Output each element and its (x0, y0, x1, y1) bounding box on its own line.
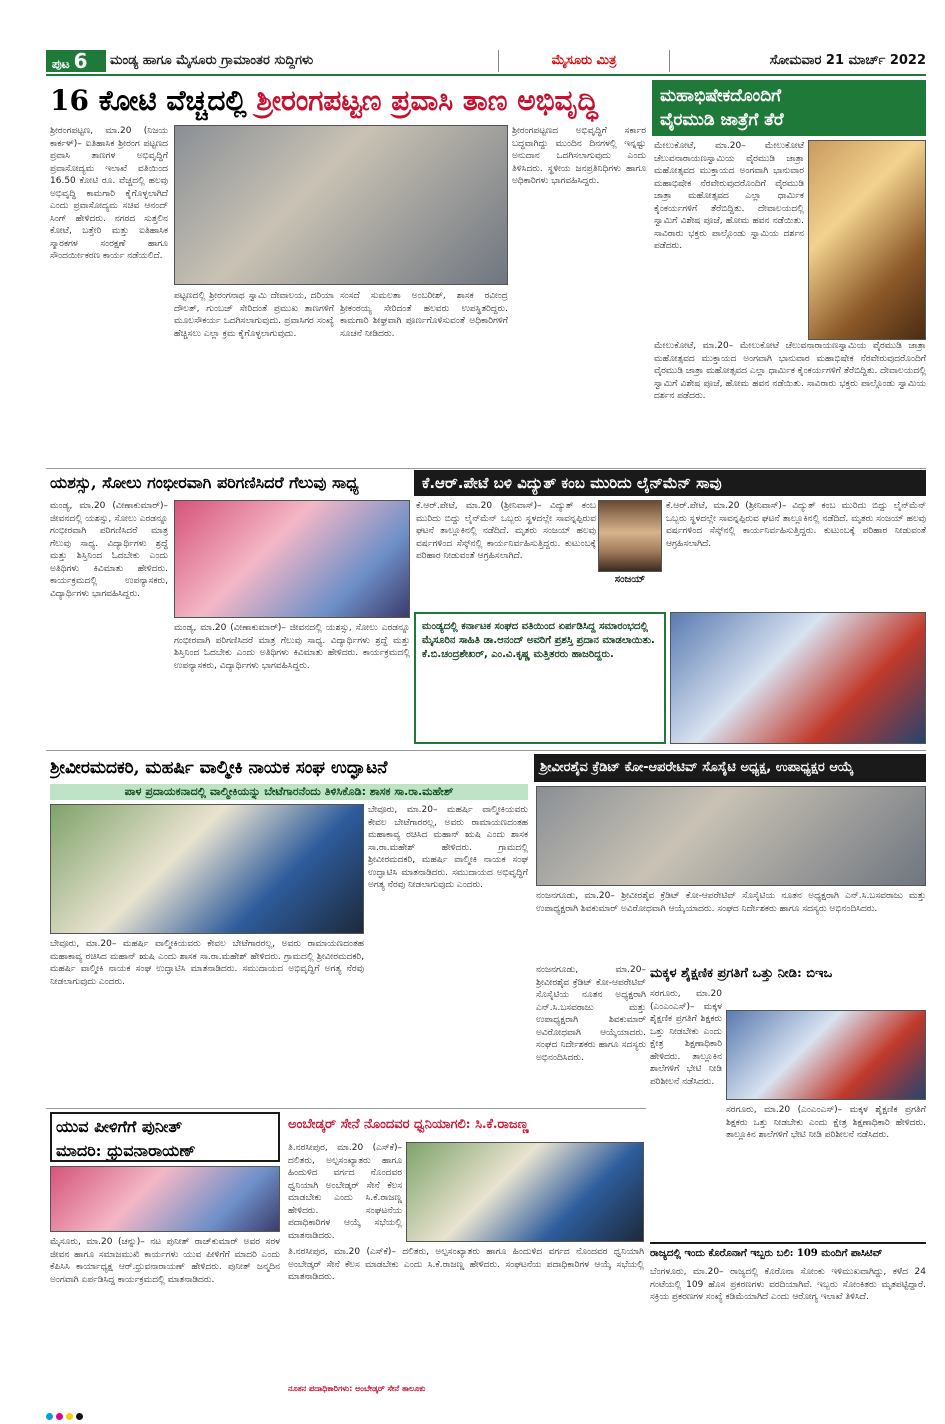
divider (46, 468, 926, 469)
masthead-rule (46, 74, 926, 76)
article-i-headline: ರಾಜ್ಯದಲ್ಲಿ ಇಂದು ಕೊರೊನಾಗೆ ಇಬ್ಬರು ಬಲಿ: 109 ಮಂದಿಗೆ ಪಾಸಿಟಿವ್ (650, 1242, 926, 1262)
portrait-caption: ಸಂಜಯ್ (614, 574, 646, 585)
masthead (46, 50, 926, 72)
article-f-headline: ಮಕ್ಕಳ ಶೈಕ್ಷಣಿಕ ಪ್ರಗತಿಗೆ ಒತ್ತು ನೀಡಿ: ಬಿಇಒ (650, 966, 833, 981)
article-c-body-cont: ಕೆ.ಆರ್.ಪೇಟೆ, ಮಾ.20 (ಶ್ರೀನಿವಾಸ್)– ವಿದ್ಯುತ್ ಕಂಬ ಮುರಿದು ಬಿದ್ದು ಲೈನ್‌ಮೆನ್ ಒಬ್ಬರು ಸ್ಥಳದಲ್ಲೇ ಸಾವನ್ನಪ್ಪಿರುವ ಘಟನೆ ತಾಲ್ಲೂಕಿನಲ್ಲಿ ನಡೆದಿದೆ. ಮೃತರು ಸಂಜಯ್ ಹಲವು ವರ್ಷಗಳಿಂದ ಸೆಸ್ಕ್‌ನಲ್ಲಿ ಕಾರ್ಯನಿರ್ವಹಿಸುತ್ತಿದ್ದರು. ಕುಟುಂಬಕ್ಕೆ ಪರಿಹಾರ ನೀಡುವಂತೆ ಆಗ್ರಹಿಸಲಾಗಿದೆ. (666, 501, 926, 549)
section-title: ಮಂಡ್ಯ ಹಾಗೂ ಮೈಸೂರು ಗ್ರಾಮಾಂತರ ಸುದ್ದಿಗಳು (110, 53, 314, 68)
article-d-headline: ಶ್ರೀವೀರಮದಕರಿ, ಮಹರ್ಷಿ ವಾಲ್ಮೀಕಿ ನಾಯಕ ಸಂಘ ಉದ್ಘಾಟನೆ (50, 758, 388, 778)
article-e-body-cont: ನಂಜನಗೂಡು, ಮಾ.20– ಶ್ರೀವೀರಶೈವ ಕ್ರೆಡಿಟ್ ಕೋ-ಆಪರೇಟಿವ್ ಸೊಸೈಟಿಯ ನೂತನ ಅಧ್ಯಕ್ಷರಾಗಿ ಎನ್.ಸಿ.ಬಸವರಾಜು ಮತ್ತು ಉಪಾಧ್ಯಕ್ಷರಾಗಿ ಶಿವಕುಮಾರ್ ಅವಿರೋಧವಾಗಿ ಆಯ್ಕೆಯಾದರು. ಸಂಘದ ನಿರ್ದೇಶಕರು ಹಾಗೂ ಸದಸ್ಯರು ಅಭಿನಂದಿಸಿದರು. (536, 965, 646, 1063)
article-e-photo (536, 786, 926, 886)
article-g-body: ಮೈಸೂರು, ಮಾ.20 (ಚನ್ನು)– ನಟ ಪುನೀತ್ ರಾಜ್‌ಕುಮಾರ್ ಅವರ ಸರಳ ಜೀವನ ಹಾಗೂ ಸಮಾಜಮುಖಿ ಕಾರ್ಯಗಳು ಯುವ ಪೀಳಿಗೆಗೆ ಮಾದರಿ ಎಂದು ಕೆಪಿಸಿಸಿ ಕಾರ್ಯಾಧ್ಯಕ್ಷ ಆರ್.ಧ್ರುವನಾರಾಯಣ್ ಹೇಳಿದರು. ಪುನೀತ್ ಜನ್ಮದಿನ ಅಂಗವಾಗಿ ಏರ್ಪಡಿಸಿದ್ದ ಕಾರ್ಯಕ್ರಮದಲ್ಲಿ ಮಾತನಾಡಿದರು. (50, 1237, 280, 1285)
article-c-headline: ಕೆ.ಆರ್.ಪೇಟೆ ಬಳಿ ವಿದ್ಯುತ್ ಕಂಬ ಮುರಿದು ಲೈನ್‌ಮೆನ್ ಸಾವು (414, 470, 926, 496)
article-f-body-cont: ಸರಗೂರು, ಮಾ.20 (ಎಂಎಂಎಸ್)– ಮಕ್ಕಳ ಶೈಕ್ಷಣಿಕ ಪ್ರಗತಿಗೆ ಶಿಕ್ಷಕರು ಒತ್ತು ನೀಡಬೇಕು ಎಂದು ಕ್ಷೇತ್ರ ಶಿಕ್ಷಣಾಧಿಕಾರಿ ಹೇಳಿದರು. ತಾಲ್ಲೂಕಿನ ಶಾಲೆಗಳಿಗೆ ಭೇಟಿ ನೀಡಿ ಪರಿಶೀಲನೆ ನಡೆಸಿದರು. (726, 1105, 926, 1140)
right-top-body-cont: ಮೇಲುಕೋಟೆ, ಮಾ.20– ಮೇಲುಕೋಟೆ ಚೆಲುವನಾರಾಯಣಸ್ವಾಮಿಯ ವೈರಮುಡಿ ಜಾತ್ರಾ ಮಹೋತ್ಸವದ ಮುಕ್ತಾಯದ ಅಂಗವಾಗಿ ಭಾನುವಾರ ಮಹಾಭಿಷೇಕ ನೆರವೇರುವುದರೊಂದಿಗೆ ವೈರಮುಡಿ ಜಾತ್ರಾ ಮಹೋತ್ಸವದ ಎಲ್ಲಾ ಧಾರ್ಮಿಕ ಕೈಂಕರ್ಯಗಳಿಗೆ ತೆರೆಬಿದ್ದಿತು. ದೇವಾಲಯದಲ್ಲಿ ಸ್ವಾಮಿಗೆ ವಿಶೇಷ ಪೂಜೆ, ಹೋಮ ಹವನ ನಡೆಯಿತು. ಸಾವಿರಾರು ಭಕ್ತರು ಪಾಲ್ಗೊಂಡು ಸ್ವಾಮಿಯ ದರ್ಶನ ಪಡೆದರು. (654, 341, 926, 401)
article-i-body: ಬೆಂಗಳೂರು, ಮಾ.20– ರಾಜ್ಯದಲ್ಲಿ ಕೊರೊನಾ ಸೋಂಕು ಇಳಿಮುಖವಾಗಿದ್ದು, ಕಳೆದ 24 ಗಂಟೆಯಲ್ಲಿ 109 ಹೊಸ ಪ್ರಕರಣಗಳು ವರದಿಯಾಗಿವೆ. ಇಬ್ಬರು ಸೋಂಕಿತರು ಮೃತಪಟ್ಟಿದ್ದಾರೆ. ಸಕ್ರಿಯ ಪ್ರಕರಣಗಳ ಸಂಖ್ಯೆ ಕಡಿಮೆಯಾಗಿದೆ ಎಂದು ಆರೋಗ್ಯ ಇಲಾಖೆ ತಿಳಿಸಿದೆ. (650, 1267, 926, 1302)
issue-date: ಸೋಮವಾರ 21 ಮಾರ್ಚ್ 2022 (769, 53, 926, 68)
article-e-body: ನಂಜನಗೂಡು, ಮಾ.20– ಶ್ರೀವೀರಶೈವ ಕ್ರೆಡಿಟ್ ಕೋ-ಆಪರೇಟಿವ್ ಸೊಸೈಟಿಯ ನೂತನ ಅಧ್ಯಕ್ಷರಾಗಿ ಎನ್.ಸಿ.ಬಸವರಾಜು ಮತ್ತು ಉಪಾಧ್ಯಕ್ಷರಾಗಿ ಶಿವಕುಮಾರ್ ಅವಿರೋಧವಾಗಿ ಆಯ್ಕೆಯಾದರು. ಸಂಘದ ನಿರ್ದೇಶಕರು ಹಾಗೂ ಸದಸ್ಯರು ಅಭಿನಂದಿಸಿದರು. (536, 891, 926, 914)
article-h-headline: ಅಂಬೇಡ್ಕರ್ ಸೇನೆ ನೊಂದವರ ಧ್ವನಿಯಾಗಲಿ: ಸಿ.ಕೆ.ರಾಜಣ್ಣ (288, 1117, 529, 1132)
lead-body-col4: ಶ್ರೀರಂಗಪಟ್ಟಣದ ಅಭಿವೃದ್ಧಿಗೆ ಸರ್ಕಾರ ಬದ್ಧವಾಗಿದ್ದು ಮುಂದಿನ ದಿನಗಳಲ್ಲಿ ಇನ್ನಷ್ಟು ಅನುದಾನ ಒದಗಿಸಲಾಗುವುದು ಎಂದು ತಿಳಿಸಿದರು. ಸ್ಥಳೀಯ ಜನಪ್ರತಿನಿಧಿಗಳು ಹಾಗೂ ಅಧಿಕಾರಿಗಳು ಭಾಗವಹಿಸಿದ್ದರು. (512, 126, 646, 186)
divider (46, 1108, 646, 1109)
article-h-body-cont: ತಿ.ನರಸೀಪುರ, ಮಾ.20 (ಎಸ್‌ಕೆ)– ದಲಿತರು, ಅಲ್ಪಸಂಖ್ಯಾತರು ಹಾಗೂ ಹಿಂದುಳಿದ ವರ್ಗದ ನೊಂದವರ ಧ್ವನಿಯಾಗಿ ಅಂಬೇಡ್ಕರ್ ಸೇನೆ ಕೆಲಸ ಮಾಡಬೇಕು ಎಂದು ಸಿ.ಕೆ.ರಾಜಣ್ಣ ಹೇಳಿದರು. ಸಂಘಟನೆಯ ಪದಾಧಿಕಾರಿಗಳ ಆಯ್ಕೆ ಸಭೆಯಲ್ಲಿ ಮಾತನಾಡಿದರು. (288, 1247, 644, 1282)
divider (46, 750, 926, 751)
right-top-headline: ಮಹಾಭಿಷೇಕದೊಂದಿಗೆ ವೈರಮುಡಿ ಜಾತ್ರೆಗೆ ತೆರೆ (652, 80, 926, 136)
award-photo (670, 612, 926, 744)
article-d-body-right: ಬೇವೂರು, ಮಾ.20– ಮಹರ್ಷಿ ವಾಲ್ಮೀಕಿಯವರು ಕೇವಲ ಬೇಟೆಗಾರರಲ್ಲ, ಅವರು ರಾಮಾಯಣದಂತಹ ಮಹಾಕಾವ್ಯ ರಚಿಸಿದ ಮಹಾನ್ ಋಷಿ ಎಂದು ಶಾಸಕ ಸಾ.ರಾ.ಮಹೇಶ್ ಹೇಳಿದರು. ಗ್ರಾಮದಲ್ಲಿ ಶ್ರೀವೀರಮದಕರಿ, ಮಹರ್ಷಿ ವಾಲ್ಮೀಕಿ ನಾಯಕ ಸಂಘ ಉದ್ಘಾಟಿಸಿ ಮಾತನಾಡಿದರು. ಸಮುದಾಯದ ಅಭಿವೃದ್ಧಿಗೆ ಅಗತ್ಯ ನೆರವು ನೀಡಲಾಗುವುದು ಎಂದರು. (368, 805, 528, 890)
lead-body-col1: ಶ್ರೀರಂಗಪಟ್ಟಣ, ಮಾ.20 (ನಿಜಯ ಕಾರ್ಕಳ್‌)– ಐತಿಹಾಸಿಕ ಶ್ರೀರಂಗ ಪಟ್ಟಣದ ಪ್ರವಾಸಿ ತಾಣಗಳ ಅಭಿವೃದ್ಧಿಗೆ ಪ್ರವಾಸೋದ್ಯಮ ಇಲಾಖೆ ವತಿಯಿಂದ 16.50 ಕೋಟಿ ರೂ. ವೆಚ್ಚದಲ್ಲಿ ಹಲವು ಅಭಿವೃದ್ಧಿ ಕಾಮಗಾರಿ ಕೈಗೊಳ್ಳಲಾಗಿದೆ ಎಂದು ಪ್ರವಾಸೋದ್ಯಮ ಸಚಿವ ಆನಂದ್ ಸಿಂಗ್ ಹೇಳಿದರು. ನಗರದ ಸುತ್ತಲಿನ ಕೋಟೆ, ಬತ್ತೇರಿ ಮತ್ತು ಐತಿಹಾಸಿಕ ಸ್ಮಾರಕಗಳ ಸಂರಕ್ಷಣೆ ಹಾಗೂ ಸೌಂದರ್ಯೀಕರಣ ಕಾರ್ಯ ನಡೆಯಲಿದೆ. (50, 126, 168, 261)
article-e-headline: ಶ್ರೀವೀರಶೈವ ಕ್ರೆಡಿಟ್ ಕೋ-ಆಪರೇಟಿವ್ ಸೊಸೈಟಿ ಅಧ್ಯಕ್ಷ, ಉಪಾಧ್ಯಕ್ಷರ ಆಯ್ಕೆ (534, 754, 926, 782)
article-b-headline: ಯಶಸ್ಸು, ಸೋಲು ಗಂಭೀರವಾಗಿ ಪರಿಗಣಿಸಿದರೆ ಗೆಲುವು ಸಾಧ್ಯ (50, 473, 359, 492)
article-g-headline: ಯುವ ಪೀಳಿಗೆಗೆ ಪುನೀತ್ ಮಾದರಿ: ಧ್ರುವನಾರಾಯಣ್ (50, 1112, 280, 1162)
lead-photo (174, 125, 508, 285)
article-d-body: ಬೇವೂರು, ಮಾ.20– ಮಹರ್ಷಿ ವಾಲ್ಮೀಕಿಯವರು ಕೇವಲ ಬೇಟೆಗಾರರಲ್ಲ, ಅವರು ರಾಮಾಯಣದಂತಹ ಮಹಾಕಾವ್ಯ ರಚಿಸಿದ ಮಹಾನ್ ಋಷಿ ಎಂದು ಶಾಸಕ ಸಾ.ರಾ.ಮಹೇಶ್ ಹೇಳಿದರು. ಗ್ರಾಮದಲ್ಲಿ ಶ್ರೀವೀರಮದಕರಿ, ಮಹರ್ಷಿ ವಾಲ್ಮೀಕಿ ನಾಯಕ ಸಂಘ ಉದ್ಘಾಟಿಸಿ ಮಾತನಾಡಿದರು. ಸಮುದಾಯದ ಅಭಿವೃದ್ಧಿಗೆ ಅಗತ್ಯ ನೆರವು ನೀಡಲಾಗುವುದು ಎಂದರು. (50, 939, 364, 987)
article-c-body: ಕೆ.ಆರ್.ಪೇಟೆ, ಮಾ.20 (ಶ್ರೀನಿವಾಸ್)– ವಿದ್ಯುತ್ ಕಂಬ ಮುರಿದು ಬಿದ್ದು ಲೈನ್‌ಮೆನ್ ಒಬ್ಬರು ಸ್ಥಳದಲ್ಲೇ ಸಾವನ್ನಪ್ಪಿರುವ ಘಟನೆ ತಾಲ್ಲೂಕಿನಲ್ಲಿ ನಡೆದಿದೆ. ಮೃತರು ಸಂಜಯ್ ಹಲವು ವರ್ಷಗಳಿಂದ ಸೆಸ್ಕ್‌ನಲ್ಲಿ ಕಾರ್ಯನಿರ್ವಹಿಸುತ್ತಿದ್ದರು. ಕುಟುಂಬಕ್ಕೆ ಪರಿಹಾರ ನೀಡುವಂತೆ ಆಗ್ರಹಿಸಲಾಗಿದೆ. (416, 501, 596, 561)
lead-headline: 16 ಕೋಟಿ ವೆಚ್ಚದಲ್ಲಿ ಶ್ರೀರಂಗಪಟ್ಟಣ ಪ್ರವಾಸಿ ತಾಣ ಅಭಿವೃದ್ಧಿ (50, 84, 598, 117)
print-registration-marks (46, 1405, 926, 1417)
article-h-body: ತಿ.ನರಸೀಪುರ, ಮಾ.20 (ಎಸ್‌ಕೆ)– ದಲಿತರು, ಅಲ್ಪಸಂಖ್ಯಾತರು ಹಾಗೂ ಹಿಂದುಳಿದ ವರ್ಗದ ನೊಂದವರ ಧ್ವನಿಯಾಗಿ ಅಂಬೇಡ್ಕರ್ ಸೇನೆ ಕೆಲಸ ಮಾಡಬೇಕು ಎಂದು ಸಿ.ಕೆ.ರಾಜಣ್ಣ ಹೇಳಿದರು. ಸಂಘಟನೆಯ ಪದಾಧಿಕಾರಿಗಳ ಆಯ್ಕೆ ಸಭೆಯಲ್ಲಿ ಮಾತನಾಡಿದರು. (288, 1143, 402, 1241)
right-top-body: ಮೇಲುಕೋಟೆ, ಮಾ.20– ಮೇಲುಕೋಟೆ ಚೆಲುವನಾರಾಯಣಸ್ವಾಮಿಯ ವೈರಮುಡಿ ಜಾತ್ರಾ ಮಹೋತ್ಸವದ ಮುಕ್ತಾಯದ ಅಂಗವಾಗಿ ಭಾನುವಾರ ಮಹಾಭಿಷೇಕ ನೆರವೇರುವುದರೊಂದಿಗೆ ವೈರಮುಡಿ ಜಾತ್ರಾ ಮಹೋತ್ಸವದ ಎಲ್ಲಾ ಧಾರ್ಮಿಕ ಕೈಂಕರ್ಯಗಳಿಗೆ ತೆರೆಬಿದ್ದಿತು. ದೇವಾಲಯದಲ್ಲಿ ಸ್ವಾಮಿಗೆ ವಿಶೇಷ ಪೂಜೆ, ಹೋಮ ಹವನ ನಡೆಯಿತು. ಸಾವಿರಾರು ಭಕ್ತರು ಪಾಲ್ಗೊಂಡು ಸ್ವಾಮಿಯ ದರ್ಶನ ಪಡೆದರು. (654, 141, 804, 251)
page-number-badge: ಪುಟ 6 (46, 50, 106, 72)
lead-body-col3: ಸಂಸದೆ ಸುಮಲತಾ ಅಂಬರೀಶ್, ಶಾಸಕ ರವೀಂದ್ರ ಶ್ರೀಕಂಠಯ್ಯ ಸೇರಿದಂತೆ ಹಲವರು ಉಪಸ್ಥಿತರಿದ್ದರು. ಕಾಮಗಾರಿ ಶೀಘ್ರವಾಗಿ ಪೂರ್ಣಗೊಳಿಸುವಂತೆ ಅಧಿಕಾರಿಗಳಿಗೆ ಸೂಚನೆ ನೀಡಿದರು. (340, 291, 508, 339)
article-f-body: ಸರಗೂರು, ಮಾ.20 (ಎಂಎಂಎಸ್)– ಮಕ್ಕಳ ಶೈಕ್ಷಣಿಕ ಪ್ರಗತಿಗೆ ಶಿಕ್ಷಕರು ಒತ್ತು ನೀಡಬೇಕು ಎಂದು ಕ್ಷೇತ್ರ ಶಿಕ್ಷಣಾಧಿಕಾರಿ ಹೇಳಿದರು. ತಾಲ್ಲೂಕಿನ ಶಾಲೆಗಳಿಗೆ ಭೇಟಿ ನೀಡಿ ಪರಿಶೀಲನೆ ನಡೆಸಿದರು. (650, 989, 722, 1087)
article-h-footer-note: ನೂತನ ಪದಾಧಿಕಾರಿಗಳು: ಅಂಬೇಡ್ಕರ್ ಸೇನೆ ತಾಲೂಕು (288, 1384, 426, 1393)
article-b-photo (174, 500, 410, 618)
newspaper-logo: ಮೈಸೂರು ಮಿತ್ರ (498, 50, 670, 72)
victim-portrait (598, 500, 662, 572)
award-note: ಮಂಡ್ಯದಲ್ಲಿ ಕರ್ನಾಟಕ ಸಂಘದ ವತಿಯಿಂದ ಏರ್ಪಡಿಸಿದ್ದ ಸಮಾರಂಭದಲ್ಲಿ ಮೈಸೂರಿನ ಸಾಹಿತಿ ಡಾ.ಆನಂದ್ ಅವರಿಗೆ ಪ್ರಶಸ್ತಿ ಪ್ರದಾನ ಮಾಡಲಾಯಿತು. ಕೆ.ಬಿ.ಚಂದ್ರಶೇಖರ್, ಎಂ.ವಿ.ಕೃಷ್ಣ ಮತ್ತಿತರರು ಹಾಜರಿದ್ದರು. (414, 612, 666, 744)
article-d-photo (50, 804, 364, 934)
lead-body-col2: ಪಟ್ಟಣದಲ್ಲಿ ಶ್ರೀರಂಗನಾಥ ಸ್ವಾಮಿ ದೇವಾಲಯ, ದರಿಯಾ ದೌಲತ್, ಗುಂಬಜ್ ಸೇರಿದಂತೆ ಪ್ರಮುಖ ತಾಣಗಳಿಗೆ ಮೂಲಸೌಕರ್ಯ ಒದಗಿಸಲಾಗುವುದು. ಪ್ರವಾಸಿಗರ ಸಂಖ್ಯೆ ಹೆಚ್ಚಿಸಲು ಎಲ್ಲಾ ಕ್ರಮ ಕೈಗೊಳ್ಳಲಾಗುವುದು. (174, 291, 334, 339)
article-d-subhead: ಪಾಳ ಪ್ರದಾಯಕನಾದಲ್ಲಿ ವಾಲ್ಮೀಕಿಯನ್ನು ಬೇಟೆಗಾರನೆಂದು ತಿಳಿಸಿಕೊಡಿ: ಶಾಸಕ ಸಾ.ರಾ.ಮಹೇಶ್ (50, 784, 528, 800)
article-g-photo (50, 1166, 280, 1232)
article-b-body-cont: ಮಂಡ್ಯ, ಮಾ.20 (ವೀಣಾಕುಮಾರ್)– ಜೀವನದಲ್ಲಿ ಯಶಸ್ಸು, ಸೋಲು ಎರಡನ್ನೂ ಗಂಭೀರವಾಗಿ ಪರಿಗಣಿಸಿದರೆ ಮಾತ್ರ ಗೆಲುವು ಸಾಧ್ಯ. ವಿದ್ಯಾರ್ಥಿಗಳು ಶ್ರದ್ಧೆ ಮತ್ತು ಶಿಸ್ತಿನಿಂದ ಓದಬೇಕು ಎಂದು ಅತಿಥಿಗಳು ಕಿವಿಮಾತು ಹೇಳಿದರು. ಕಾರ್ಯಕ್ರಮದಲ್ಲಿ ಉಪನ್ಯಾಸಕರು, ವಿದ್ಯಾರ್ಥಿಗಳು ಭಾಗವಹಿಸಿದ್ದರು. (174, 623, 410, 671)
article-b-body: ಮಂಡ್ಯ, ಮಾ.20 (ವೀಣಾಕುಮಾರ್)– ಜೀವನದಲ್ಲಿ ಯಶಸ್ಸು, ಸೋಲು ಎರಡನ್ನೂ ಗಂಭೀರವಾಗಿ ಪರಿಗಣಿಸಿದರೆ ಮಾತ್ರ ಗೆಲುವು ಸಾಧ್ಯ. ವಿದ್ಯಾರ್ಥಿಗಳು ಶ್ರದ್ಧೆ ಮತ್ತು ಶಿಸ್ತಿನಿಂದ ಓದಬೇಕು ಎಂದು ಅತಿಥಿಗಳು ಕಿವಿಮಾತು ಹೇಳಿದರು. ಕಾರ್ಯಕ್ರಮದಲ್ಲಿ ಉಪನ್ಯಾಸಕರು, ವಿದ್ಯಾರ್ಥಿಗಳು ಭಾಗವಹಿಸಿದ್ದರು. (50, 501, 168, 599)
article-f-photo (726, 1010, 926, 1100)
deity-photo (808, 140, 926, 340)
article-h-photo (406, 1142, 644, 1242)
